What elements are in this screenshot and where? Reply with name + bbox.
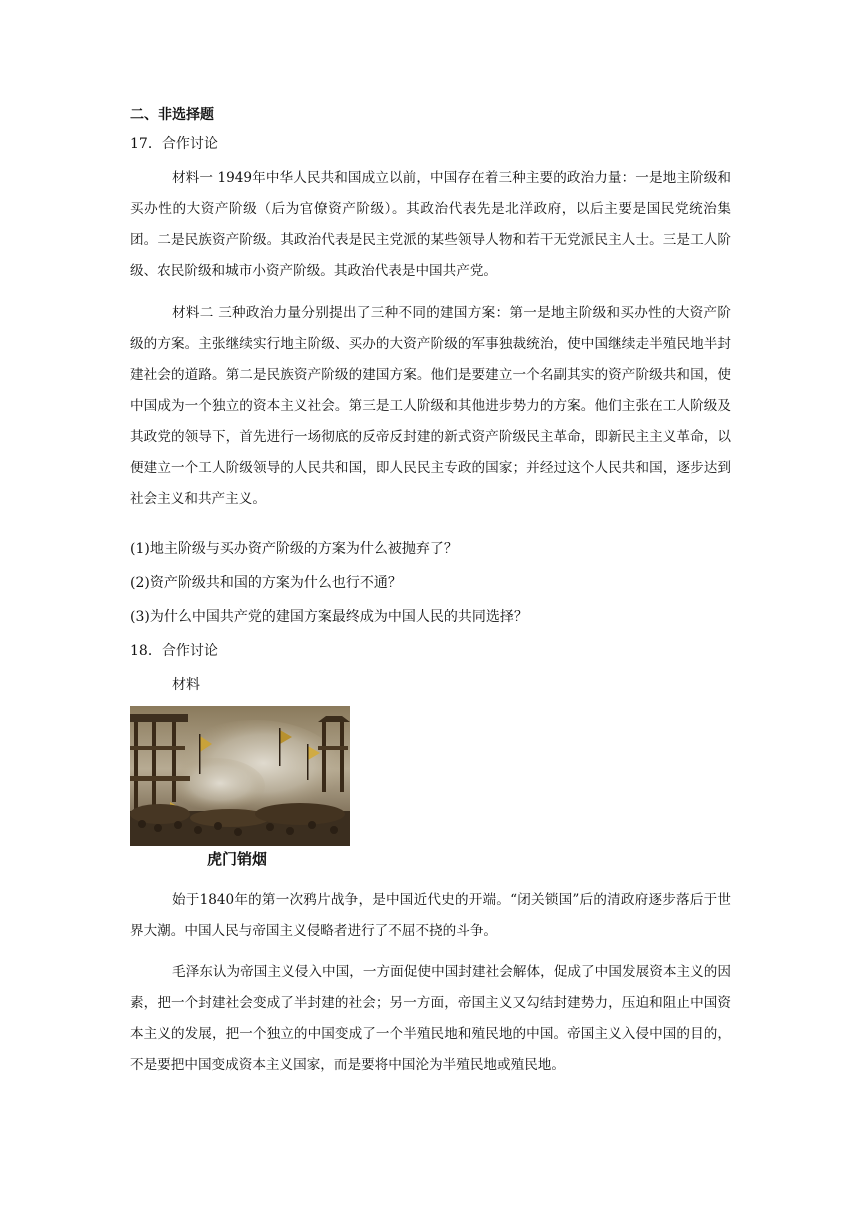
question-18-title: 18．合作讨论 xyxy=(130,643,218,659)
question-17-sub-3: (3)为什么中国共产党的建国方案最终成为中国人民的共同选择？ xyxy=(130,609,528,625)
question-17-sub-1: (1)地主阶级与买办资产阶级的方案为什么被抛弃了？ xyxy=(130,541,458,557)
image-caption: 虎门销烟 xyxy=(207,850,268,868)
question-18-material-label: 材料 xyxy=(172,677,200,693)
painting-illustration xyxy=(130,706,350,846)
section-title: 二、非选择题 xyxy=(130,107,214,123)
question-17-sub-2: (2)资产阶级共和国的方案为什么也行不通？ xyxy=(130,575,402,591)
question-17-material-2: 材料二 三种政治力量分别提出了三种不同的建国方案：第一是地主阶级和买办性的大资产阶级的方案。主张继续实行地主阶级、买办的大资产阶级的军事独裁统治，使中国继续走半殖民地半封建社会的道路。第二是民族资产阶级的建国方案。他们是要建立一个名副其实的资产阶级共和国，使中国成为一个独立的资本主义社会。第三是工人阶级和其他进步势力的方案。他们主张在工人阶级及其政党的领导下，首先进行一场彻底的反帝反封建的新式资产阶级民主革命，即新民主主义革命，以便建立一个工人阶级领导的人民共和国，即人民民主专政的国家；并经过这个人民共和国，逐步达到社会主义和共产主义。 xyxy=(130,305,731,507)
question-18-paragraph-2: 毛泽东认为帝国主义侵入中国，一方面促使中国封建社会解体，促成了中国发展资本主义的因素，把一个封建社会变成了半封建的社会；另一方面，帝国主义又勾结封建势力，压迫和阻止中国资本主义的发展，把一个独立的中国变成了一个半殖民地和殖民地的中国。帝国主义入侵中国的目的，不是要把中国变成资本主义国家，而是要将中国沦为半殖民地或殖民地。 xyxy=(130,964,731,1073)
humen-painting-image xyxy=(130,706,350,846)
question-18-paragraph-1: 始于1840年的第一次鸦片战争，是中国近代史的开端。“闭关锁国”后的清政府逐步落后于世界大潮。中国人民与帝国主义侵略者进行了不屈不挠的斗争。 xyxy=(130,892,731,939)
question-17-title: 17．合作讨论 xyxy=(130,136,218,152)
question-17-material-1: 材料一 1949年中华人民共和国成立以前，中国存在着三种主要的政治力量：一是地主阶级和买办性的大资产阶级（后为官僚资产阶级）。其政治代表先是北洋政府，以后主要是国民党统治集团。二是民族资产阶级。其政治代表是民主党派的某些领导人物和若干无党派民主人士。三是工人阶级、农民阶级和城市小资产阶级。其政治代表是中国共产党。 xyxy=(130,170,731,279)
